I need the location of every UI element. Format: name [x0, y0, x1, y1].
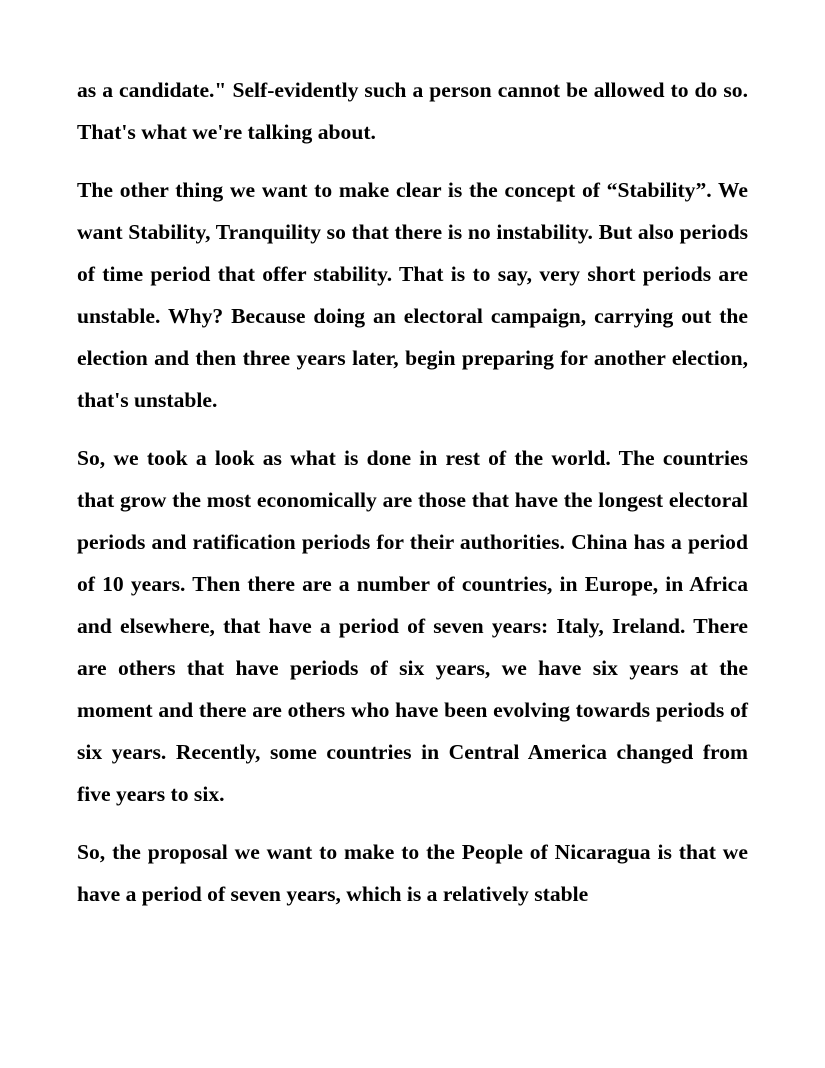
- paragraph-2: The other thing we want to make clear is the concept of “Stability”. We want Stability, Tranquility so that there is no instability. But also periods of time period that offer stability. That is to say, very short periods are unstable. Why? Because doing an electoral campaign, carrying out the election and then three years later, begin preparing for another election, that's unstable.: [77, 178, 748, 412]
- paragraph-3: So, we took a look as what is done in rest of the world. The countries that grow the most economically are those that have the longest electoral periods and ratification periods for their authorities. China has a period of 10 years. Then there are a number of countries, in Europe, in Africa and elsewhere, that have a period of seven years: Italy, Ireland. There are others that have periods of six years, we have six years at the moment and there are others who have been evolving towards periods of six years. Recently, some countries in Central America changed from five years to six.: [77, 446, 748, 806]
- document-page: [77, 69, 748, 931]
- paragraph-4: So, the proposal we want to make to the People of Nicaragua is that we have a period of seven years, which is a relatively stable: [77, 840, 748, 906]
- paragraph-1: as a candidate." Self-evidently such a person cannot be allowed to do so. That's what we're talking about.: [77, 78, 748, 144]
